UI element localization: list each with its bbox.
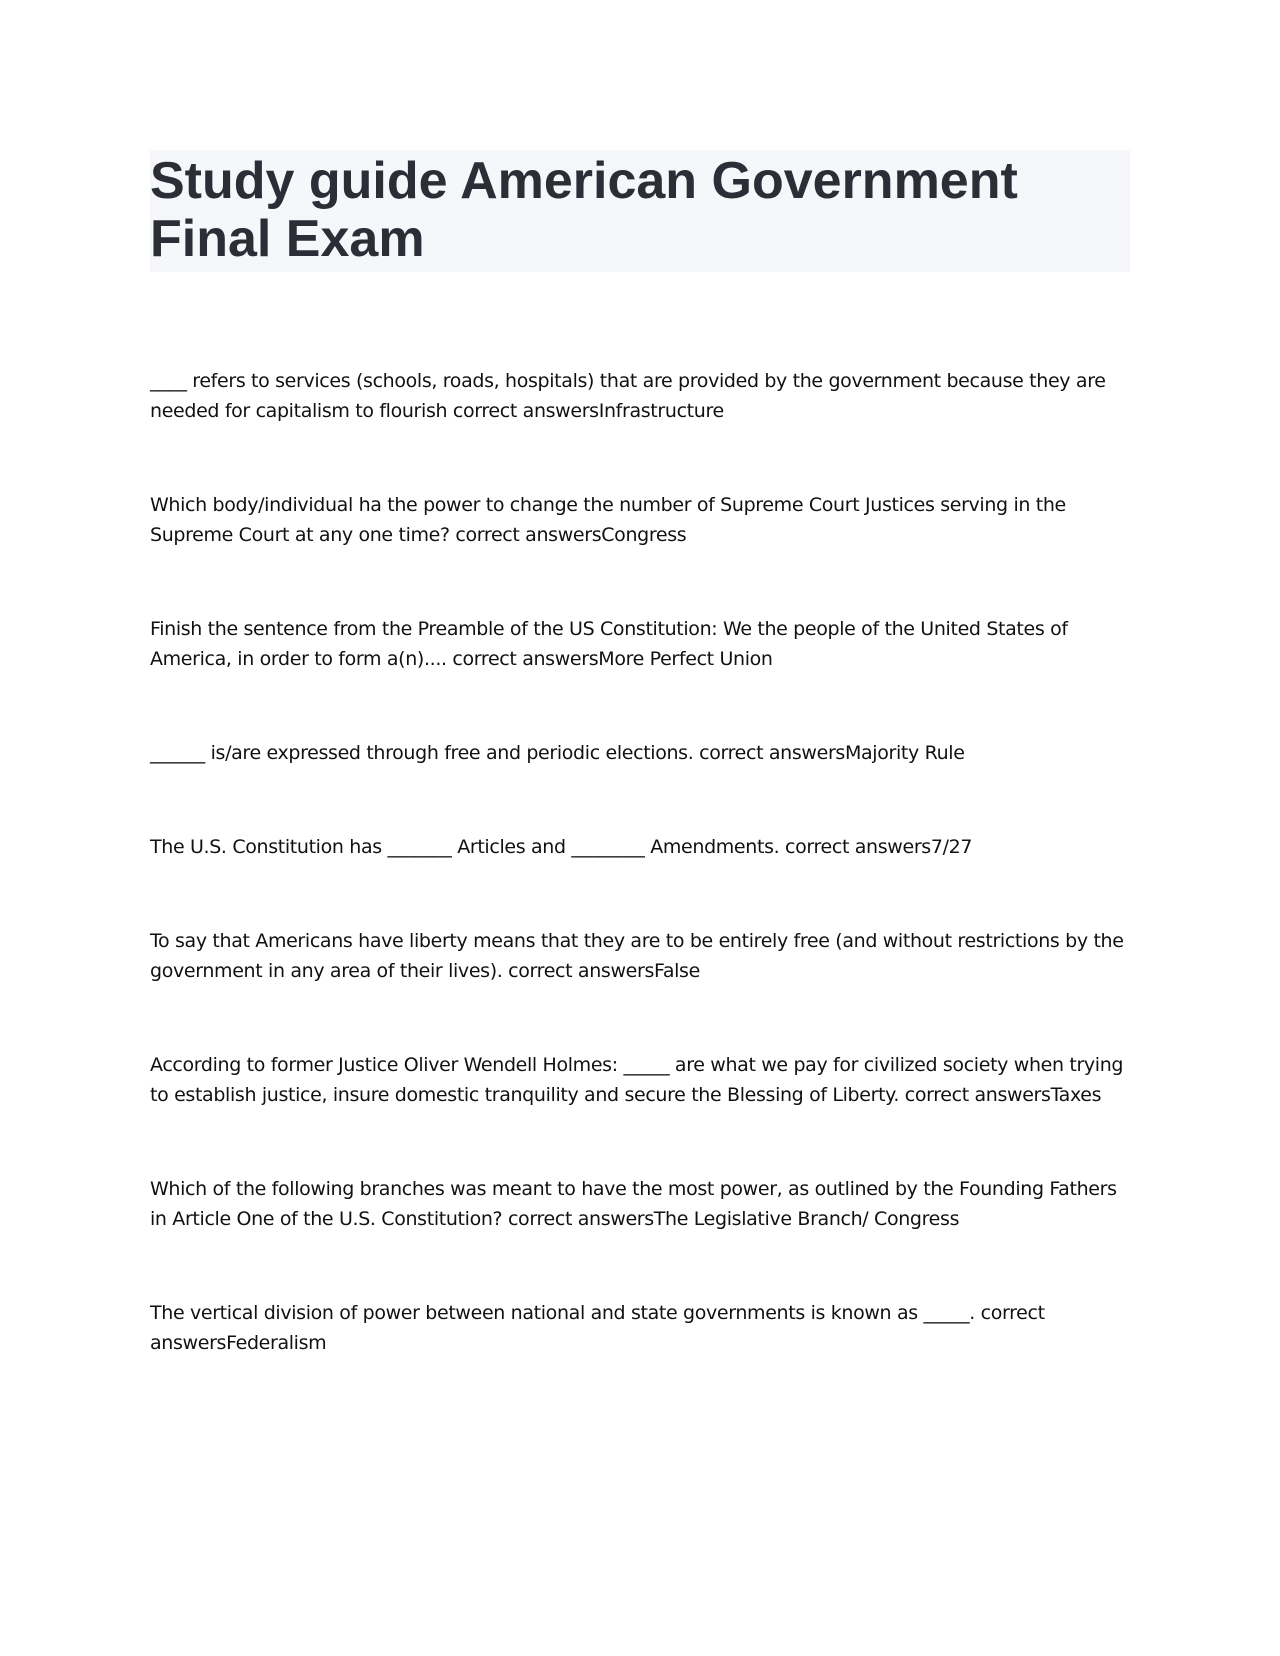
question-item: ____ refers to services (schools, roads, hospitals) that are provided by the government because they are needed for capitalism to flourish correct answersInfrastructure bbox=[150, 370, 1106, 422]
question-item: According to former Justice Oliver Wendell Holmes: _____ are what we pay for civilized society when trying to establish justice, insure domestic tranquility and secure the Blessing of Liberty. correct answersTaxes bbox=[150, 1054, 1124, 1106]
question-list bbox=[150, 366, 1130, 1358]
page-title: Study guide American Government Final Exam bbox=[150, 152, 1018, 268]
document-page bbox=[150, 150, 1130, 1422]
question-item: Which of the following branches was meant to have the most power, as outlined by the Founding Fathers in Article One of the U.S. Constitution? correct answersThe Legislative Branch/ Congress bbox=[150, 1178, 1117, 1230]
question-item: Finish the sentence from the Preamble of the US Constitution: We the people of the United States of America, in order to form a(n).... correct answersMore Perfect Union bbox=[150, 618, 1068, 670]
question-item: The vertical division of power between national and state governments is known as _____. correct answersFederalism bbox=[150, 1302, 1045, 1354]
question-item: ______ is/are expressed through free and periodic elections. correct answersMajority Rule bbox=[150, 742, 965, 764]
title-block bbox=[150, 150, 1130, 272]
question-item: Which body/individual ha the power to change the number of Supreme Court Justices serving in the Supreme Court at any one time? correct answersCongress bbox=[150, 494, 1066, 546]
question-item: To say that Americans have liberty means that they are to be entirely free (and without restrictions by the government in any area of their lives). correct answersFalse bbox=[150, 930, 1124, 982]
question-item: The U.S. Constitution has _______ Articles and ________ Amendments. correct answers7/27 bbox=[150, 836, 973, 858]
